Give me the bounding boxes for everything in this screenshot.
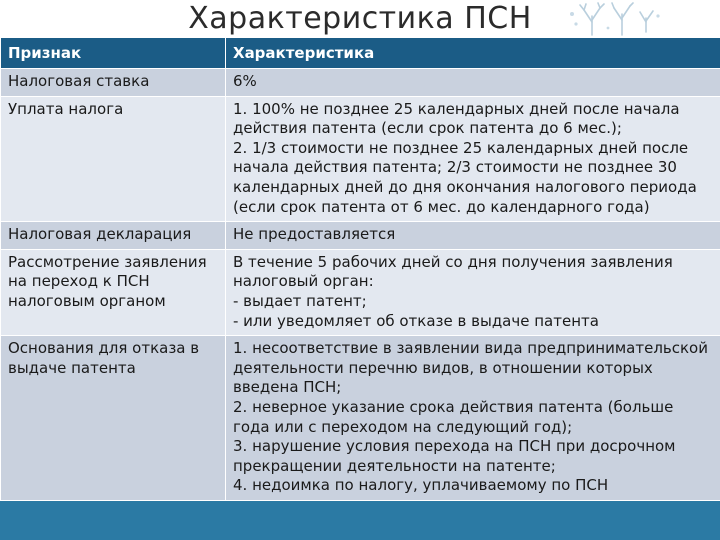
slide-title: Характеристика ПСН [188,1,532,36]
row-feature-cell: Основания для отказа в выдаче патента [1,336,226,501]
row-feature-cell: Налоговая ставка [1,69,226,97]
table-row [1,96,720,222]
table-row [1,336,720,501]
table-row [1,69,720,97]
row-description-cell: В течение 5 рабочих дней со дня получения заявления налоговый орган: - выдает патент; - или уведомляет об отказе в выдаче патента [226,249,720,335]
row-description-cell: 1. 100% не позднее 25 календарных дней после начала действия патента (если срок патента до 6 мес.); 2. 1/3 стоимости не позднее 25 календарных дней после начала действия патента; 2/3 стоимости не позднее 30 календарных дней до дня окончания налогового периода (если срок патента от 6 мес. до календарного года) [226,96,720,222]
tree-decoration-icon [562,2,662,36]
column-header-feature: Признак [1,38,226,69]
row-description-cell: 1. несоответствие в заявлении вида предпринимательской деятельности перечню видов, в отношении которых введена ПСН; 2. неверное указание срока действия патента (больше года или с переходом на следующий год); 3. нарушение условия перехода на ПСН при досрочном прекращении деятельности на патенте; 4. недоимка по налогу, уплачиваемому по ПСН [226,336,720,501]
row-description-cell: 6% [226,69,720,97]
column-header-characteristic: Характеристика [226,38,720,69]
table-header-row [1,38,720,69]
table-row [1,222,720,250]
psn-characteristics-table [0,38,720,501]
row-description-cell: Не предоставляется [226,222,720,250]
row-feature-cell: Рассмотрение заявления на переход к ПСН налоговым органом [1,249,226,335]
table-row [1,249,720,335]
row-feature-cell: Налоговая декларация [1,222,226,250]
row-feature-cell: Уплата налога [1,96,226,222]
